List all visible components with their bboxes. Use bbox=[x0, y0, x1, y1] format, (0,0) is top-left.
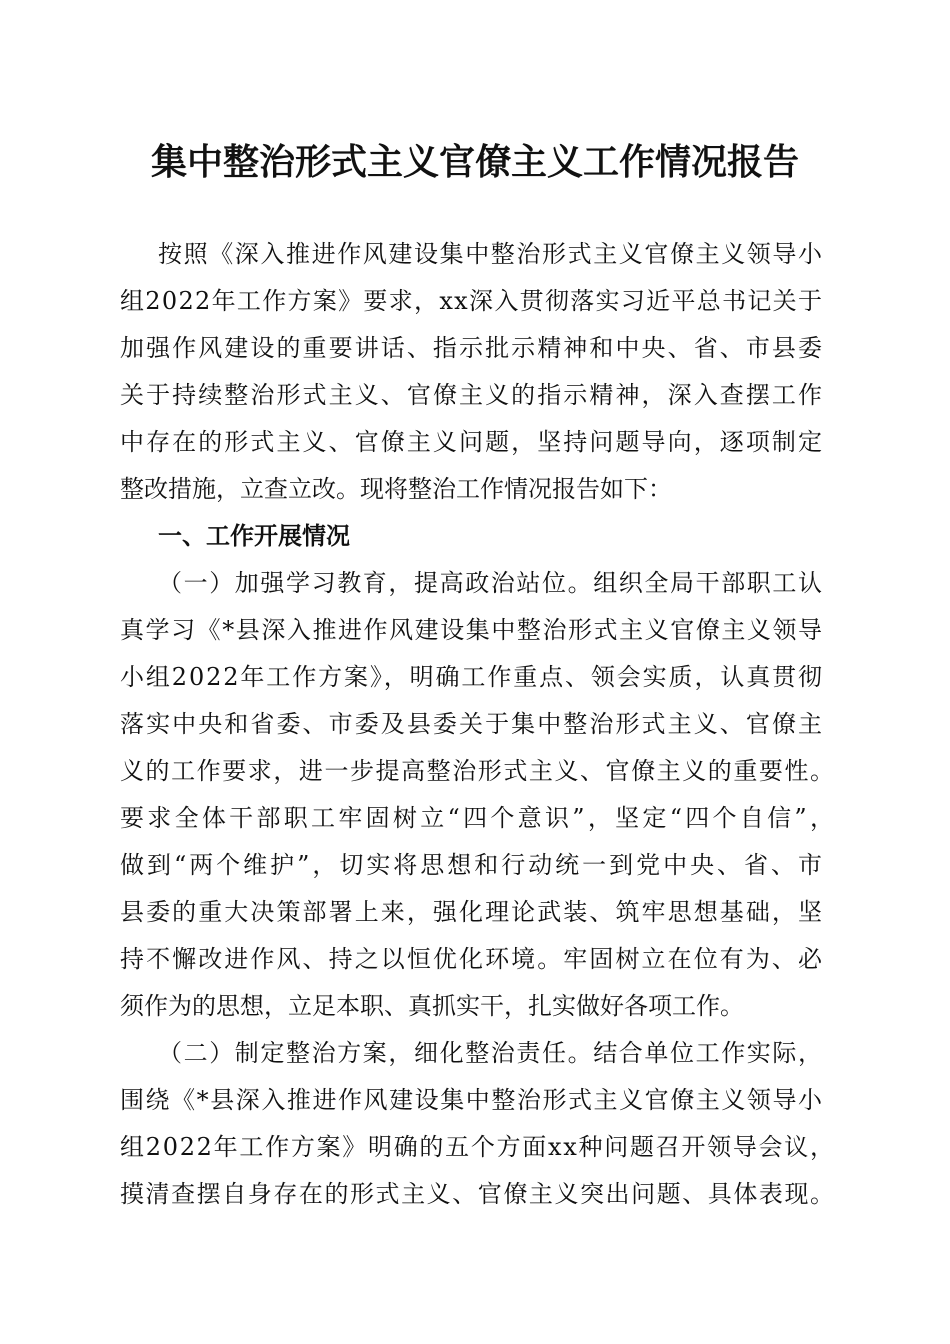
paragraph-line: 县委的重大决策部署上来，强化理论武装、筑牢思想基础，坚 bbox=[120, 898, 825, 926]
paragraph-line: 关于持续整治形式主义、官僚主义的指示精神，深入查摆工作 bbox=[120, 381, 825, 409]
paragraph-line: 真学习《*县深入推进作风建设集中整治形式主义官僚主义领导 bbox=[120, 616, 824, 644]
paragraph-line: 义的工作要求，进一步提高整治形式主义、官僚主义的重要性。 bbox=[120, 757, 836, 785]
paragraph-line: 做到“两个维护”，切实将思想和行动统一到党中央、省、市 bbox=[120, 851, 825, 879]
paragraph-line: 整改措施，立查立改。现将整治工作情况报告如下： bbox=[120, 475, 672, 503]
paragraph-line: 组2022年工作方案》要求，xx深入贯彻落实习近平总书记关于 bbox=[120, 287, 824, 315]
paragraph-line: 中存在的形式主义、官僚主义问题，坚持问题导向，逐项制定 bbox=[120, 428, 825, 456]
paragraph-line: 落实中央和省委、市委及县委关于集中整治形式主义、官僚主 bbox=[120, 710, 825, 738]
paragraph-line: 围绕《*县深入推进作风建设集中整治形式主义官僚主义领导小 bbox=[120, 1086, 824, 1114]
paragraph-line: （二）制定整治方案，细化整治责任。结合单位工作实际， bbox=[158, 1039, 824, 1067]
paragraph-line: 按照《深入推进作风建设集中整治形式主义官僚主义领导小 bbox=[158, 240, 824, 268]
paragraph-line: （一）加强学习教育，提高政治站位。组织全局干部职工认 bbox=[158, 569, 824, 597]
paragraph-line: 小组2022年工作方案》，明确工作重点、领会实质，认真贯彻 bbox=[120, 663, 824, 691]
paragraph-line: 组2022年工作方案》明确的五个方面xx种问题召开领导会议， bbox=[120, 1133, 836, 1161]
section-heading: 一、工作开展情况 bbox=[158, 521, 350, 550]
paragraph-line: 摸清查摆自身存在的形式主义、官僚主义突出问题、具体表现。 bbox=[120, 1180, 836, 1208]
paragraph-line: 要求全体干部职工牢固树立“四个意识”，坚定“四个自信”， bbox=[120, 804, 838, 832]
document-title: 集中整治形式主义官僚主义工作情况报告 bbox=[150, 141, 799, 183]
paragraph-line: 加强作风建设的重要讲话、指示批示精神和中央、省、市县委 bbox=[120, 334, 825, 362]
paragraph-line: 持不懈改进作风、持之以恒优化环境。牢固树立在位有为、必 bbox=[120, 945, 825, 973]
paragraph-line: 须作为的思想，立足本职、真抓实干，扎实做好各项工作。 bbox=[120, 992, 744, 1020]
